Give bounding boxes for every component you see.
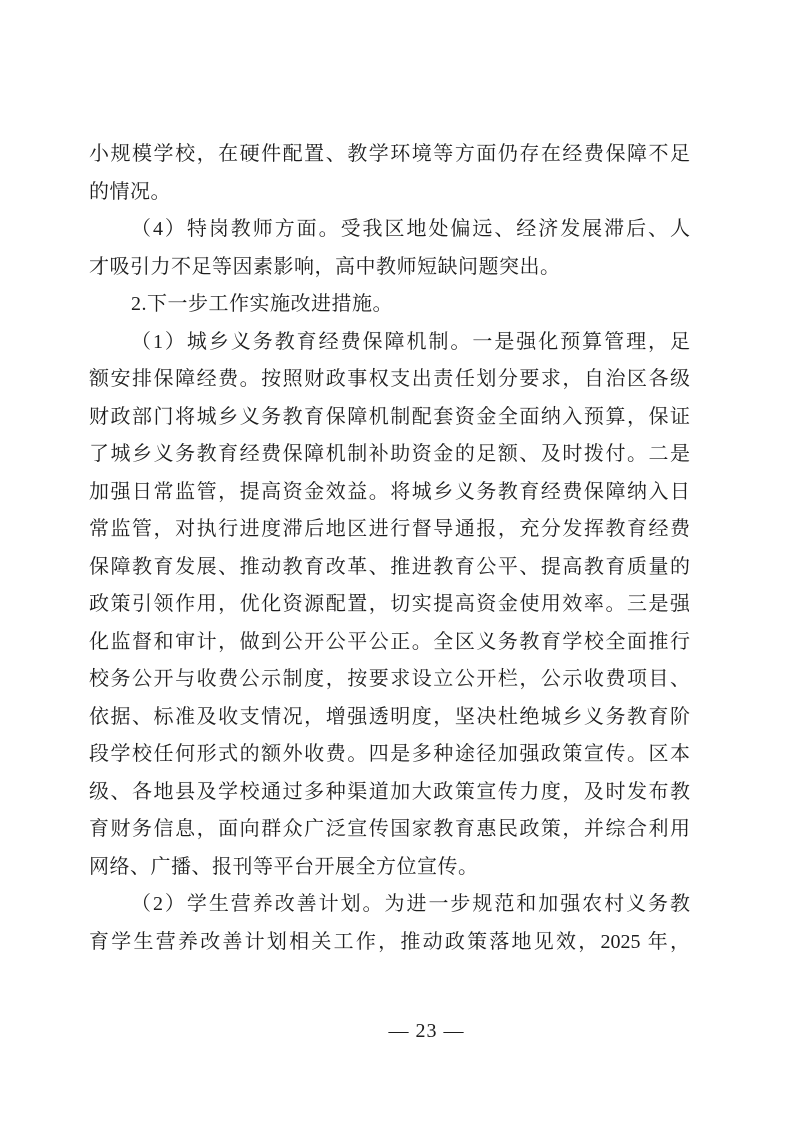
- text-line: 政策引领作用，优化资源配置，切实提高资金使用效率。三是强: [89, 593, 690, 615]
- document-body: [89, 136, 690, 961]
- text-line: 依据、标准及收支情况，增强透明度，坚决杜绝城乡义务教育阶: [89, 705, 690, 728]
- text-line: 级、各地县及学校通过多种渠道加大政策宣传力度，及时发布教: [89, 780, 690, 803]
- text-line: （2）学生营养改善计划。为进一步规范和加强农村义务教: [131, 893, 690, 915]
- text-line: 才吸引力不足等因素影响，高中教师短缺问题突出。: [89, 255, 561, 278]
- text-line: 了城乡义务教育经费保障机制补助资金的足额、及时拨付。二是: [89, 443, 690, 465]
- text-line: 的情况。: [89, 180, 171, 203]
- text-line: 育学生营养改善计划相关工作，推动政策落地见效，2025 年，: [89, 930, 690, 953]
- text-line: 化监督和审计，做到公开公平公正。全区义务教育学校全面推行: [89, 630, 690, 653]
- text-line: 2.下一步工作实施改进措施。: [131, 293, 393, 315]
- text-line: 额安排保障经费。按照财政事权支出责任划分要求，自治区各级: [89, 368, 690, 390]
- text-line: 网络、广播、报刊等平台开展全方位宣传。: [89, 855, 479, 878]
- text-line: （4）特岗教师方面。受我区地处偏远、经济发展滞后、人: [131, 218, 690, 240]
- text-line: 育财务信息，面向群众广泛宣传国家教育惠民政策，并综合利用: [89, 818, 690, 840]
- text-line: 常监管，对执行进度滞后地区进行督导通报，充分发挥教育经费: [89, 518, 690, 540]
- text-line: （1）城乡义务教育经费保障机制。一是强化预算管理，足: [131, 330, 690, 353]
- text-line: 小规模学校，在硬件配置、教学环境等方面仍存在经费保障不足: [89, 143, 690, 165]
- text-line: 加强日常监管，提高资金效益。将城乡义务教育经费保障纳入日: [89, 480, 690, 503]
- page-number: — 23 —: [388, 1020, 465, 1042]
- text-line: 校务公开与收费公示制度，按要求设立公开栏，公示收费项目、: [89, 668, 690, 690]
- text-line: 财政部门将城乡义务教育保障机制配套资金全面纳入预算，保证: [89, 405, 690, 428]
- text-line: 保障教育发展、推动教育改革、推进教育公平、提高教育质量的: [89, 555, 690, 578]
- text-line: 段学校任何形式的额外收费。四是多种途径加强政策宣传。区本: [89, 743, 690, 765]
